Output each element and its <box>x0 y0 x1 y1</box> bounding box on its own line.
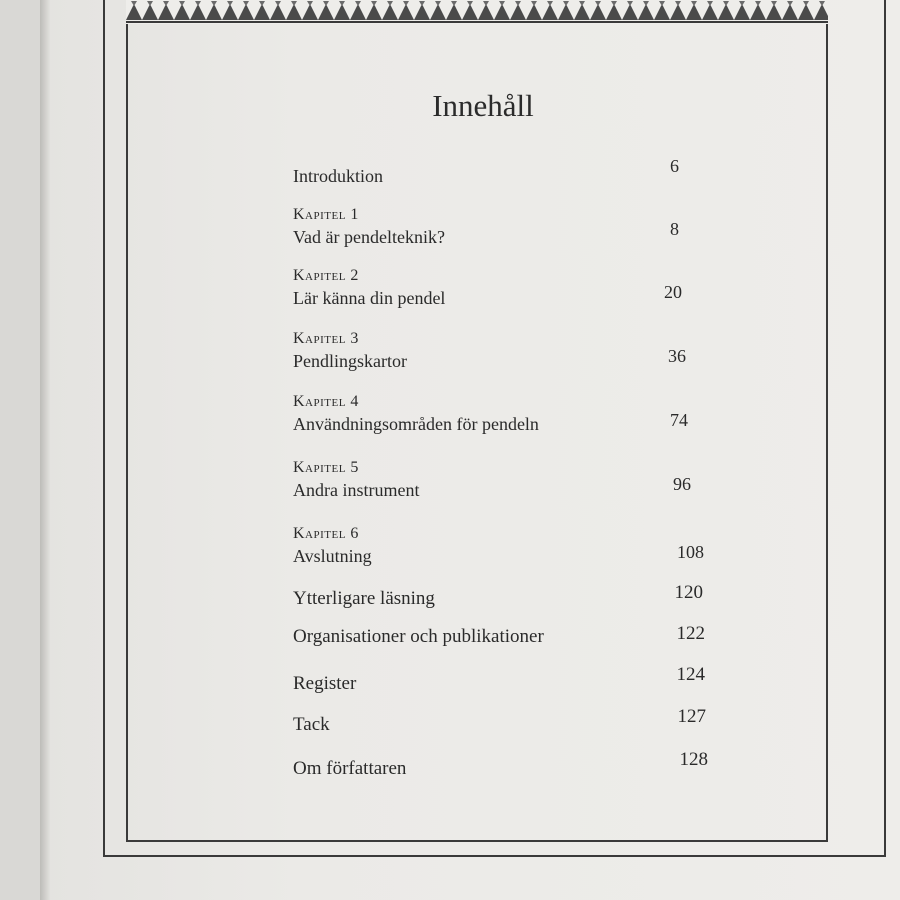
toc-entry-title: Register <box>293 673 357 694</box>
toc-page-number: 6 <box>670 156 679 176</box>
page-title: Innehåll <box>432 88 534 123</box>
toc-entry-title: Avslutning <box>293 546 372 566</box>
toc-entry-title: Ytterligare läsning <box>293 588 435 609</box>
chapter-label-text: Kapitel 4 <box>293 393 359 410</box>
toc-page-number: 124 <box>676 664 705 685</box>
toc-page-number: 74 <box>670 410 688 430</box>
chapter-label-text: Kapitel 1 <box>293 206 359 223</box>
toc-entry-title: Organisationer och publikationer <box>293 626 544 647</box>
chapter-label <box>293 392 723 412</box>
toc-page-number: 122 <box>676 623 705 644</box>
toc-page-number: 127 <box>677 706 706 727</box>
toc-entry-title: Lär känna din pendel <box>293 288 446 308</box>
toc-entry-title: Pendlingskartor <box>293 351 407 371</box>
chapter-label <box>293 524 723 544</box>
chapter-label-text: Kapitel 5 <box>293 459 359 476</box>
toc-page-number: 36 <box>668 346 686 366</box>
toc-page-number: 8 <box>670 219 679 239</box>
toc-entry-title: Introduktion <box>293 166 383 186</box>
toc-page-number: 20 <box>664 282 682 302</box>
toc-page-number: 108 <box>677 542 704 562</box>
toc-entry-title: Andra instrument <box>293 480 420 500</box>
chapter-label-text: Kapitel 3 <box>293 330 359 347</box>
toc-entry-title: Om författaren <box>293 758 407 779</box>
toc-entry-title: Vad är pendelteknik? <box>293 227 445 247</box>
toc-page-number: 120 <box>674 582 703 603</box>
page-edge <box>40 0 50 900</box>
toc-entry-title: Användningsområden för pendeln <box>293 414 539 434</box>
chapter-label-text: Kapitel 2 <box>293 267 359 284</box>
toc-page-number: 96 <box>673 474 691 494</box>
chapter-label-text: Kapitel 6 <box>293 525 359 542</box>
toc-page-number: 128 <box>679 749 708 770</box>
toc-entry-title: Tack <box>293 714 330 735</box>
